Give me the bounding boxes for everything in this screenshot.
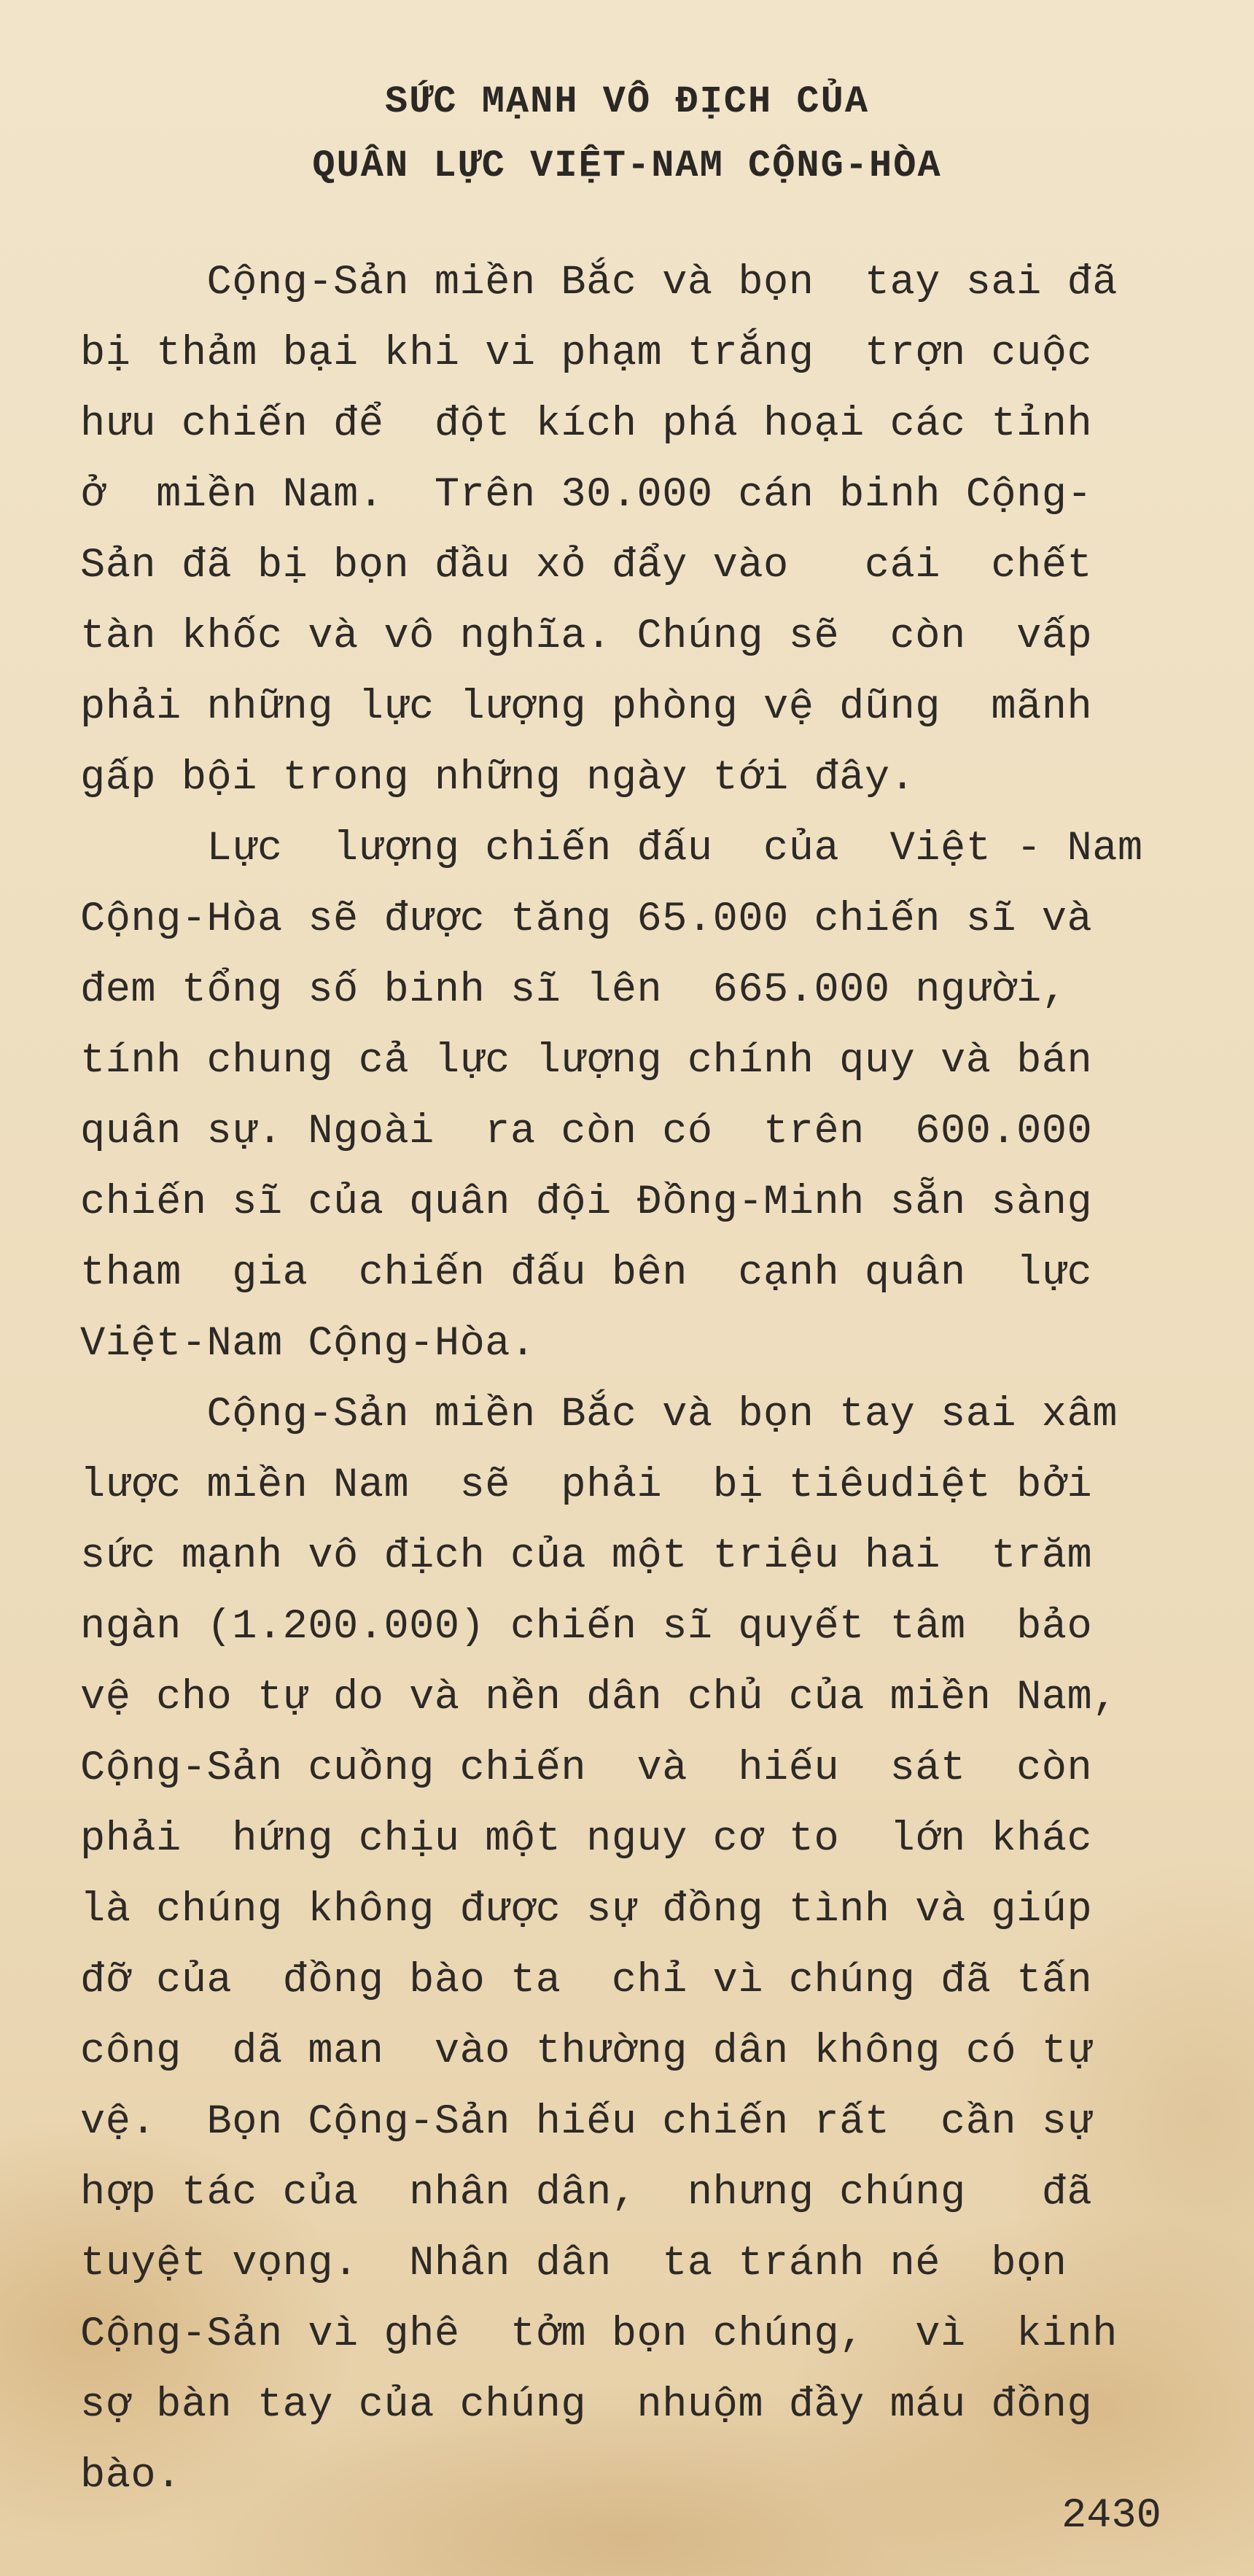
body-line: là chúng không được sự đồng tình và giúp [80,1887,1093,1933]
body-line: đỡ của đồng bào ta chỉ vì chúng đã tấn [80,1958,1093,2004]
body-line: Cộng-Sản cuồng chiến và hiếu sát còn [80,1745,1093,1792]
body-line: ngàn (1.200.000) chiến sĩ quyết tâm bảo [80,1604,1093,1650]
title-line-1: SỨC MẠNH VÔ ĐỊCH CỦA [384,80,870,123]
body-line: vệ cho tự do và nền dân chủ của miền Nam, [80,1675,1118,1721]
body-line: công dã man vào thường dân không có tự [80,2028,1093,2075]
body-line: Cộng-Sản vì ghê tởm bọn chúng, vì kinh [80,2311,1118,2358]
body-line: tuyệt vọng. Nhân dân ta tránh né bọn [80,2241,1067,2287]
body-line: hưu chiến để đột kích phá hoại các tỉnh [80,401,1093,448]
body-line: phải hứng chịu một nguy cơ to lớn khác [80,1816,1093,1863]
body-line: Cộng-Sản miền Bắc và bọn tay sai đã [80,260,1118,306]
body-line: vệ. Bọn Cộng-Sản hiếu chiến rất cần sự [80,2099,1093,2146]
body-line: ở miền Nam. Trên 30.000 cán binh Cộng- [80,472,1093,519]
body-line: Lực lượng chiến đấu của Việt - Nam [80,826,1143,872]
body-line: Cộng-Sản miền Bắc và bọn tay sai xâm [80,1392,1118,1438]
body-line: tham gia chiến đấu bên cạnh quân lực [80,1250,1093,1297]
body-line: quân sự. Ngoài ra còn có trên 600.000 [80,1109,1093,1155]
body-line: Cộng-Hòa sẽ được tăng 65.000 chiến sĩ và [80,896,1093,943]
title-line-2: QUÂN LỰC VIỆT-NAM CỘNG-HÒA [312,144,942,187]
body-line: Việt-Nam Cộng-Hòa. [80,1321,536,1367]
body-line: hợp tác của nhân dân, nhưng chúng đã [80,2170,1093,2216]
body-line: lược miền Nam sẽ phải bị tiêudiệt bởi [80,1462,1093,1509]
body-line: bị thảm bại khi vi phạm trắng trợn cuộc [80,330,1093,377]
body-line: gấp bội trong những ngày tới đây. [80,755,916,802]
body-line: sợ bàn tay của chúng nhuộm đầy máu đồng [80,2382,1093,2429]
body-line: tính chung cả lực lượng chính quy và bán [80,1038,1093,1085]
body-line: bào. [80,2453,182,2499]
body-line: phải những lực lượng phòng vệ dũng mãnh [80,684,1093,731]
body-line: đem tổng số binh sĩ lên 665.000 người, [80,967,1067,1014]
page-number: 2430 [1062,2493,1161,2540]
body-line: Sản đã bị bọn đầu xỏ đẩy vào cái chết [80,543,1093,589]
body-line: chiến sĩ của quân đội Đồng-Minh sẵn sàng [80,1179,1093,1226]
body-line: tàn khốc và vô nghĩa. Chúng sẽ còn vấp [80,613,1093,660]
body-line: sức mạnh vô địch của một triệu hai trăm [80,1533,1093,1580]
